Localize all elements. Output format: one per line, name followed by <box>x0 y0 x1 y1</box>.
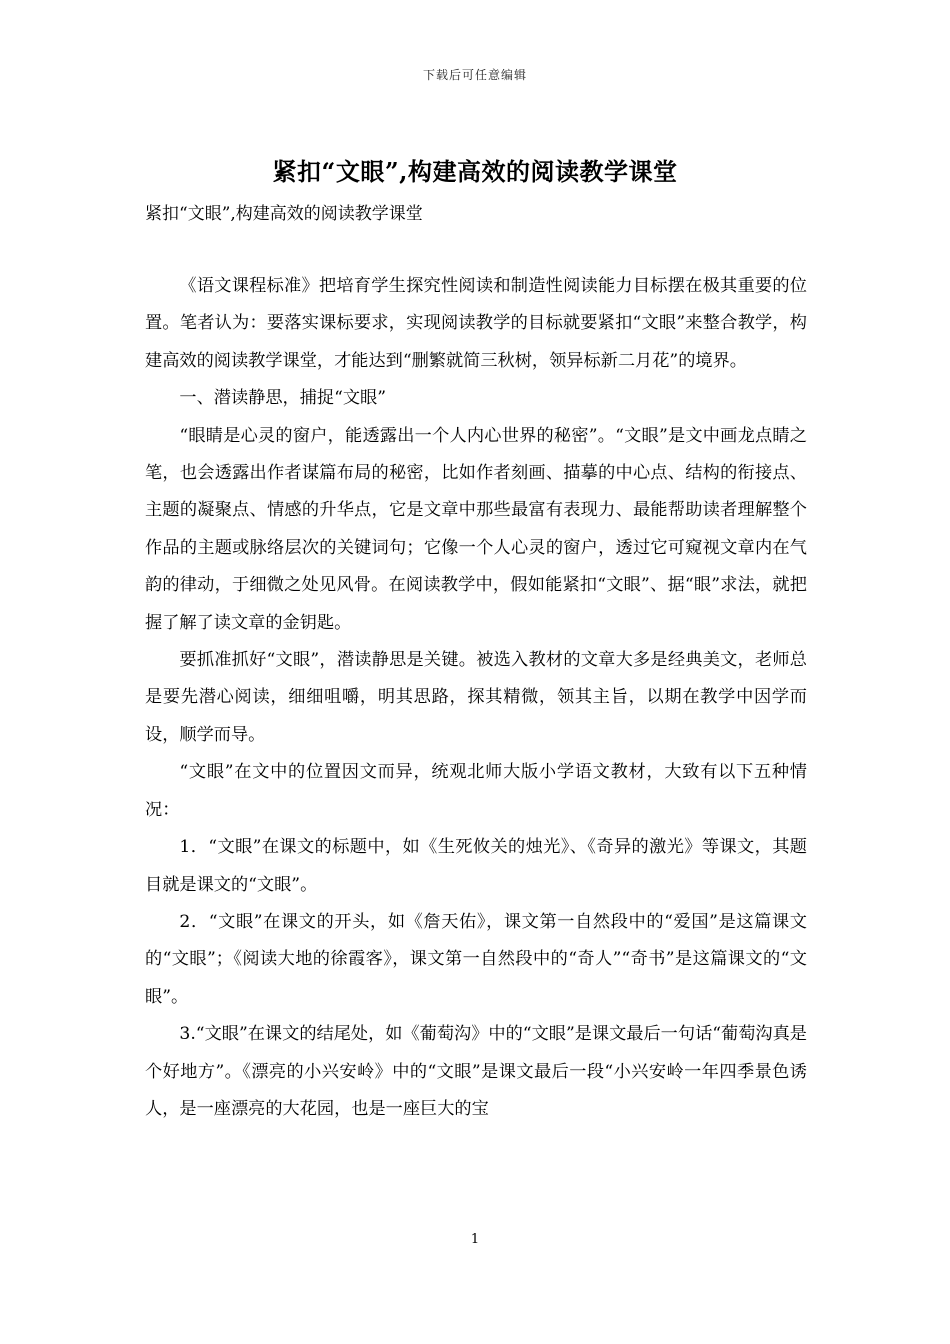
list-item-case-2: 2．“文眼”在课文的开头，如《詹天佑》，课文第一自然段中的“爱国”是这篇课文的“文眼”；《阅读大地的徐霞客》，课文第一自然段中的“奇人”“奇书”是这篇课文的“文眼”。 <box>145 911 807 1007</box>
paragraph-close-reading: 要抓准抓好“文眼”，潜读静思是关键。被选入教材的文章大多是经典美文，老师总是要先潜心阅读，细细咀嚼，明其思路，探其精微，领其主旨，以期在教学中因学而设，顺学而导。 <box>145 650 807 745</box>
page-subtitle: 紧扣“文眼”,构建高效的阅读教学课堂 <box>145 204 423 224</box>
paragraph-intro: 《语文课程标准》把培育学生探究性阅读和制造性阅读能力目标摆在极其重要的位置。笔者认为：要落实课标要求，实现阅读教学的目标就要紧扣“文眼”来整合教学，构建高效的阅读教学课堂，才能达到“删繁就简三秋树，领异标新二月花”的境界。 <box>145 276 807 371</box>
section-heading-1: 一、潜读静思，捕捉“文眼” <box>179 388 387 409</box>
list-item-case-1: 1．“文眼”在课文的标题中，如《生死攸关的烛光》、《奇异的激光》等课文，其题目就是课文的“文眼”。 <box>145 837 807 895</box>
page-title: 紧扣“文眼”,构建高效的阅读教学课堂 <box>272 157 678 186</box>
paragraph-wenyan-definition: “眼睛是心灵的窗户，能透露出一个人内心世界的秘密”。“文眼”是文中画龙点睛之笔，也会透露出作者谋篇布局的秘密，比如作者刻画、描摹的中心点、结构的衔接点、主题的凝聚点、情感的升华点，它是文章中那些最富有表现力、最能帮助读者理解整个作品的主题或脉络层次的关键词句；它像一个人心灵的窗户，透过它可窥视文章内在气韵的律动，于细微之处见风骨。在阅读教学中，假如能紧扣“文眼”、据“眼”求法，就把握了解了读文章的金钥匙。 <box>145 425 807 633</box>
document-body <box>145 268 807 1128</box>
list-item-case-3: 3.“文眼”在课文的结尾处，如《葡萄沟》中的“文眼”是课文最后一句话“葡萄沟真是个好地方”。《漂亮的小兴安岭》中的“文眼”是课文最后一段“小兴安岭一年四季景色诱人，是一座漂亮的大花园，也是一座巨大的宝 <box>145 1024 807 1119</box>
page-number: 1 <box>470 1232 480 1247</box>
paragraph-five-cases: “文眼”在文中的位置因文而异，统观北师大版小学语文教材，大致有以下五种情况： <box>145 762 807 820</box>
header-note: 下载后可任意编辑 <box>422 68 527 82</box>
